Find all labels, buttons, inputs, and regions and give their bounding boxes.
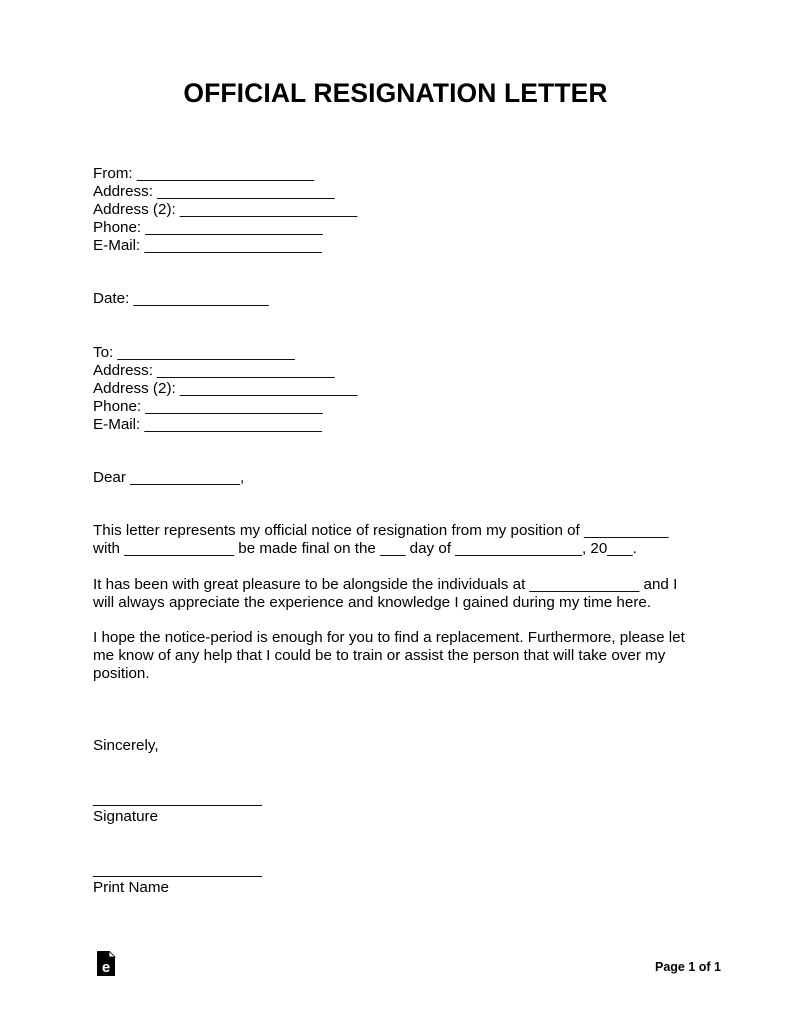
salutation: Dear _____________, bbox=[93, 469, 245, 486]
svg-text:e: e bbox=[101, 959, 111, 976]
signature-line: ____________________ bbox=[93, 790, 262, 807]
print-name-label: Print Name bbox=[93, 879, 169, 896]
from-address2-field: Address (2): _____________________ bbox=[93, 201, 358, 218]
from-field: From: _____________________ bbox=[93, 165, 315, 182]
date-field: Date: ________________ bbox=[93, 290, 269, 307]
eforms-logo-icon bbox=[96, 951, 116, 977]
to-phone-field: Phone: _____________________ bbox=[93, 398, 323, 415]
paragraph3-line2: me know of any help that I could be to train or assist the person that will take over my bbox=[93, 647, 666, 664]
closing: Sincerely, bbox=[93, 737, 159, 754]
paragraph2-line1: It has been with great pleasure to be alongside the individuals at _____________ and I bbox=[93, 576, 678, 593]
document-title: OFFICIAL RESIGNATION LETTER bbox=[183, 78, 608, 108]
paragraph3-line1: I hope the notice-period is enough for you to find a replacement. Furthermore, please let bbox=[93, 629, 685, 646]
to-address2-field: Address (2): _____________________ bbox=[93, 380, 358, 397]
to-field: To: _____________________ bbox=[93, 344, 295, 361]
from-email-field: E-Mail: _____________________ bbox=[93, 237, 322, 254]
print-name-line: ____________________ bbox=[93, 861, 262, 878]
paragraph1-line2: with _____________ be made final on the ___ day of _______________, 20___. bbox=[93, 540, 637, 557]
signature-label: Signature bbox=[93, 808, 159, 825]
paragraph2-line2: will always appreciate the experience and knowledge I gained during my time here. bbox=[93, 594, 652, 611]
paragraph1-line1: This letter represents my official notice of resignation from my position of __________ bbox=[93, 522, 669, 539]
from-address-field: Address: _____________________ bbox=[93, 183, 335, 200]
from-phone-field: Phone: _____________________ bbox=[93, 219, 323, 236]
to-email-field: E-Mail: _____________________ bbox=[93, 416, 322, 433]
page-indicator: Page 1 of 1 bbox=[655, 960, 721, 974]
paragraph3-line3: position. bbox=[93, 665, 150, 682]
to-address-field: Address: _____________________ bbox=[93, 362, 335, 379]
